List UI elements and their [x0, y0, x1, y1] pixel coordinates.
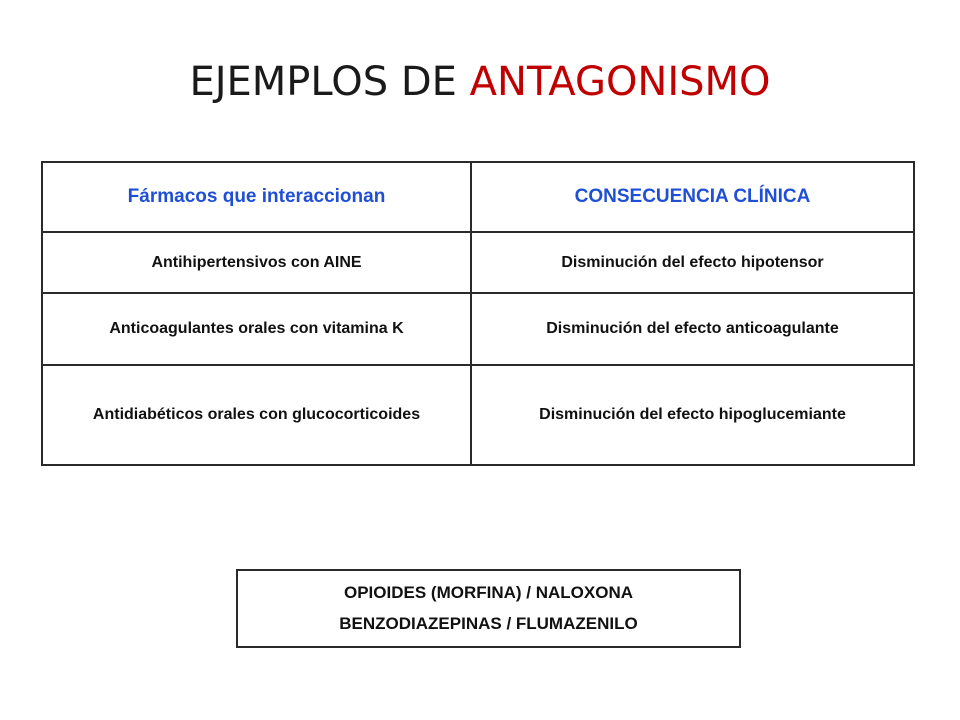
table-row: [42, 365, 914, 465]
table-header-row: [42, 162, 914, 232]
table-row: [42, 293, 914, 365]
slide-title: [0, 58, 960, 106]
cell-consequence: Disminución del efecto anticoagulante: [471, 293, 914, 365]
title-prefix: EJEMPLOS DE: [189, 59, 470, 105]
cell-consequence: Disminución del efecto hipotensor: [471, 232, 914, 293]
antagonist-pair: BENZODIAZEPINAS / FLUMAZENILO: [339, 614, 638, 634]
header-drugs: Fármacos que interaccionan: [42, 162, 471, 232]
drug-interaction-table: [41, 161, 915, 466]
antagonist-pair: OPIOIDES (MORFINA) / NALOXONA: [344, 582, 633, 602]
title-accent: ANTAGONISMO: [469, 59, 771, 105]
antagonist-pairs-box: [236, 569, 741, 648]
header-consequence: CONSECUENCIA CLÍNICA: [471, 162, 914, 232]
cell-drugs: Antidiabéticos orales con glucocorticoides: [42, 365, 471, 465]
cell-consequence: Disminución del efecto hipoglucemiante: [471, 365, 914, 465]
table-row: [42, 232, 914, 293]
cell-drugs: Anticoagulantes orales con vitamina K: [42, 293, 471, 365]
cell-drugs: Antihipertensivos con AINE: [42, 232, 471, 293]
